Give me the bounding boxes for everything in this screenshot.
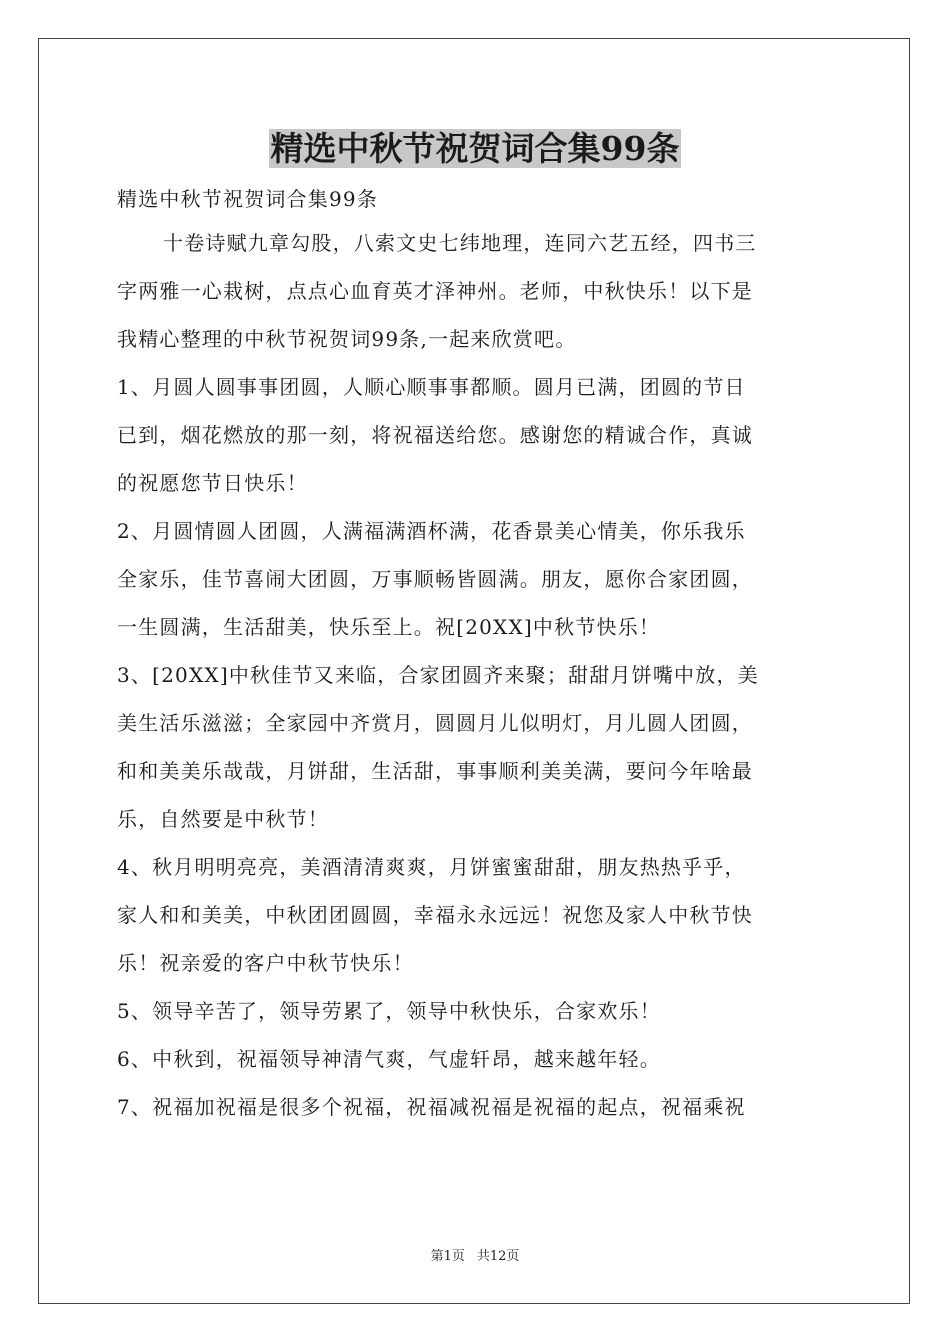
document-subtitle: 精选中秋节祝贺词合集99条	[117, 187, 379, 211]
document-title	[0, 126, 950, 172]
paragraph-line: 乐，自然要是中秋节！	[117, 807, 329, 831]
page-total: 共12页	[476, 1249, 520, 1264]
paragraph-line: 一生圆满，生活甜美，快乐至上。祝[20XX]中秋节快乐！	[117, 615, 661, 639]
paragraph-line: 1、月圆人圆事事团圆，人顺心顺事事都顺。圆月已满，团圆的节日	[117, 375, 746, 399]
paragraph-line: 4、秋月明明亮亮，美酒清清爽爽，月饼蜜蜜甜甜，朋友热热乎乎，	[117, 855, 746, 879]
paragraph-line: 3、[20XX]中秋佳节又来临，合家团圆齐来聚；甜甜月饼嘴中放，美	[117, 663, 759, 687]
paragraph-line: 美生活乐滋滋；全家园中齐赏月，圆圆月儿似明灯，月儿圆人团圆，	[117, 711, 753, 735]
paragraph-line: 和和美美乐哉哉，月饼甜，生活甜，事事顺利美美满，要问今年啥最	[117, 759, 753, 783]
paragraph-line: 字两雅一心栽树，点点心血育英才泽神州。老师，中秋快乐！以下是	[117, 279, 753, 303]
document-title-text: 精选中秋节祝贺词合集99条	[270, 129, 680, 168]
document-body	[117, 179, 833, 1131]
paragraph-line: 5、领导辛苦了，领导劳累了，领导中秋快乐，合家欢乐！	[117, 999, 661, 1023]
page-footer	[0, 1248, 950, 1266]
paragraph-line: 7、祝福加祝福是很多个祝福，祝福减祝福是祝福的起点，祝福乘祝	[117, 1095, 746, 1119]
paragraph-line: 2、月圆情圆人团圆，人满福满酒杯满，花香景美心情美，你乐我乐	[117, 519, 746, 543]
paragraph-line: 已到，烟花燃放的那一刻，将祝福送给您。感谢您的精诚合作，真诚	[117, 423, 753, 447]
paragraph-line: 的祝愿您节日快乐！	[117, 471, 308, 495]
paragraph-line: 乐！祝亲爱的客户中秋节快乐！	[117, 951, 414, 975]
paragraph-line: 家人和和美美，中秋团团圆圆，幸福永永远远！祝您及家人中秋节快	[117, 903, 753, 927]
paragraph-line: 6、中秋到，祝福领导神清气爽，气虚轩昂，越来越年轻。	[117, 1047, 661, 1071]
paragraph-line: 十卷诗赋九章勾股，八索文史七纬地理，连同六艺五经，四书三	[163, 231, 757, 255]
paragraph-line: 全家乐，佳节喜闹大团圆，万事顺畅皆圆满。朋友，愿你合家团圆，	[117, 567, 753, 591]
paragraph-line: 我精心整理的中秋节祝贺词99条,一起来欣赏吧。	[117, 327, 577, 351]
page-number: 第1页	[430, 1249, 465, 1264]
